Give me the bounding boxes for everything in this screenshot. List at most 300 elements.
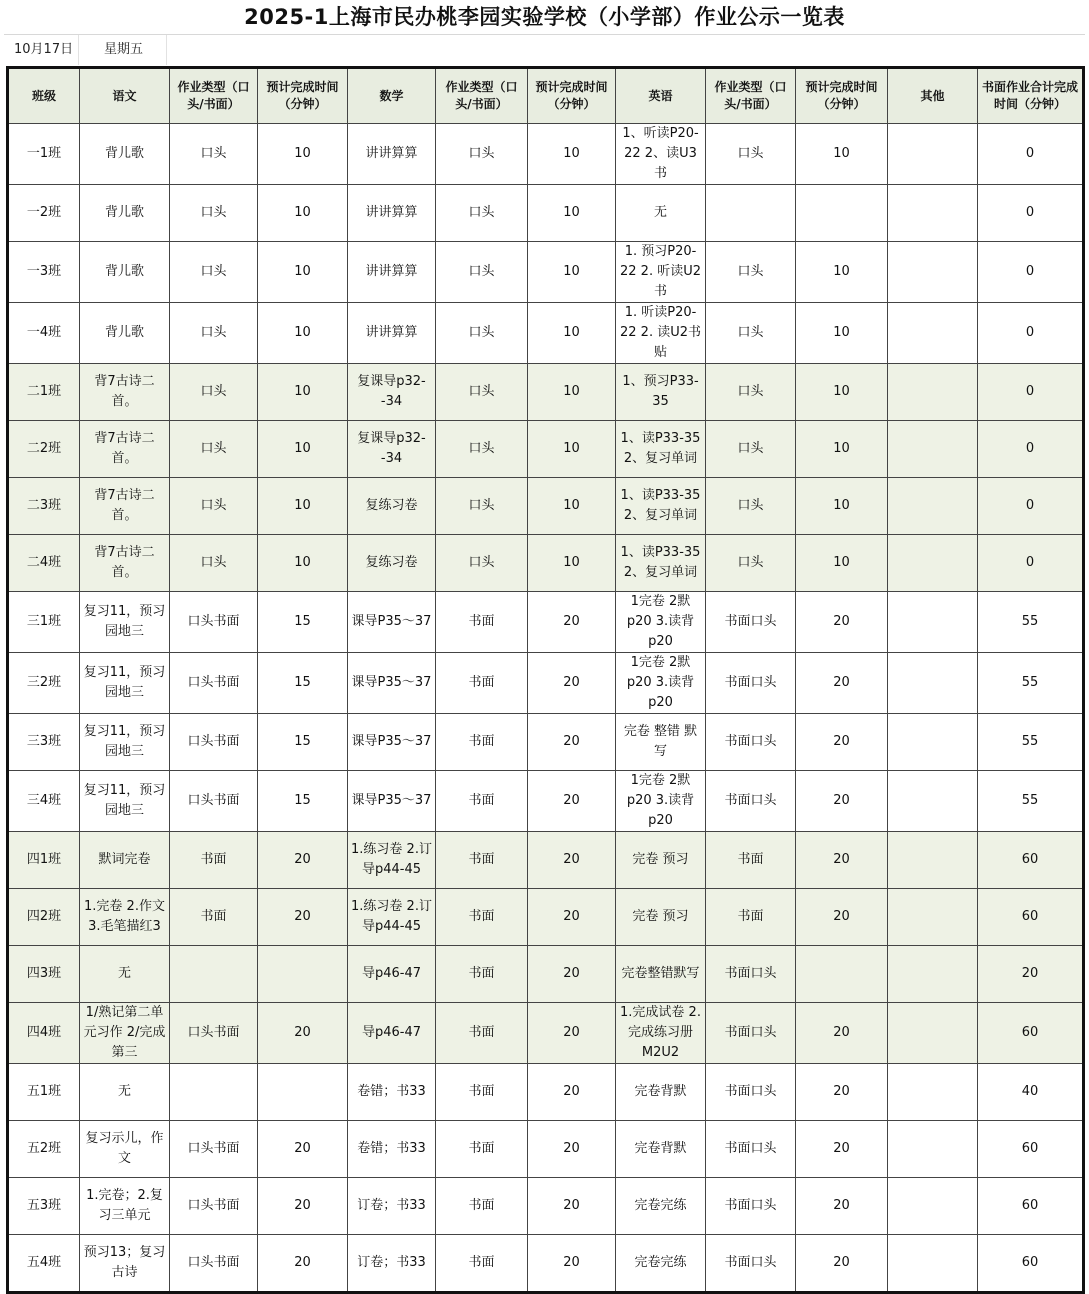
cell-math-text: 课导P35～37	[351, 675, 432, 690]
cell-total	[978, 714, 1084, 771]
cell-class-text: 三2班	[26, 675, 62, 690]
cell-math-type	[436, 185, 528, 242]
cell-math-type-text: 口头	[468, 498, 495, 513]
cell-math-time-text: 10	[563, 498, 580, 513]
cell-english-time	[796, 124, 888, 185]
cell-math-time-text: 20	[563, 793, 580, 808]
cell-chinese-type	[170, 889, 258, 946]
cell-math-time	[528, 124, 616, 185]
cell-math	[348, 889, 436, 946]
cell-math-time	[528, 1064, 616, 1121]
cell-chinese-text: 1/熟记第二单元习作 2/完成第三	[83, 1005, 166, 1060]
cell-chinese	[80, 1121, 170, 1178]
cell-chinese-type-text: 口头	[200, 498, 227, 513]
cell-chinese-type	[170, 1003, 258, 1064]
cell-math-type-text: 书面	[468, 1255, 495, 1270]
cell-other	[888, 303, 978, 364]
cell-other	[888, 714, 978, 771]
cell-english-type-text: 口头	[737, 555, 764, 570]
cell-math-time	[528, 1121, 616, 1178]
cell-chinese-time-text: 10	[294, 498, 311, 513]
cell-chinese-type	[170, 714, 258, 771]
cell-math-text: 课导P35～37	[351, 614, 432, 629]
cell-english-text: 1、预习P33-35	[622, 374, 699, 409]
cell-english-time	[796, 592, 888, 653]
cell-other	[888, 124, 978, 185]
cell-english-time	[796, 946, 888, 1003]
cell-english-type-text: 口头	[737, 264, 764, 279]
table-row	[8, 1003, 1084, 1064]
cell-total	[978, 421, 1084, 478]
cell-chinese	[80, 1178, 170, 1235]
cell-math-time	[528, 364, 616, 421]
cell-english-text: 完卷完练	[634, 1198, 687, 1213]
cell-english-time	[796, 832, 888, 889]
cell-class-text: 二2班	[26, 441, 62, 456]
cell-total	[978, 889, 1084, 946]
cell-chinese-time	[258, 535, 348, 592]
header-math: 数学	[348, 68, 436, 124]
cell-english-text: 完卷背默	[634, 1084, 687, 1099]
cell-total	[978, 832, 1084, 889]
cell-chinese-type	[170, 242, 258, 303]
cell-english-time-text: 20	[833, 909, 850, 924]
cell-english-text: 1完卷 2默p20 3.读背p20	[626, 655, 695, 710]
cell-total	[978, 124, 1084, 185]
cell-chinese	[80, 714, 170, 771]
cell-math	[348, 653, 436, 714]
cell-chinese-text: 复习11，预习园地三	[83, 665, 166, 700]
table-row	[8, 592, 1084, 653]
cell-english-time-text: 20	[833, 1255, 850, 1270]
cell-english	[616, 889, 706, 946]
table-row	[8, 364, 1084, 421]
cell-class-text: 五1班	[26, 1084, 62, 1099]
cell-chinese-time	[258, 714, 348, 771]
cell-english-type-text: 书面口头	[724, 734, 777, 749]
cell-english-type-text: 书面口头	[724, 1025, 777, 1040]
cell-chinese-type	[170, 185, 258, 242]
header-row	[8, 68, 1084, 124]
table-row	[8, 714, 1084, 771]
cell-chinese	[80, 421, 170, 478]
cell-english-type-text: 书面口头	[724, 966, 777, 981]
cell-english-type	[706, 242, 796, 303]
cell-math	[348, 124, 436, 185]
cell-other	[888, 364, 978, 421]
cell-math-type	[436, 1003, 528, 1064]
cell-english	[616, 242, 706, 303]
cell-math-type-text: 口头	[468, 264, 495, 279]
cell-chinese-time-text: 20	[294, 1141, 311, 1156]
cell-math-text: 订卷；书33	[357, 1198, 426, 1213]
cell-chinese-time-text: 20	[294, 1198, 311, 1213]
cell-english-time-text: 10	[833, 325, 850, 340]
cell-english-type	[706, 185, 796, 242]
cell-math-type-text: 书面	[468, 614, 495, 629]
cell-class	[8, 124, 80, 185]
cell-english-time	[796, 1003, 888, 1064]
cell-english	[616, 478, 706, 535]
cell-chinese-type	[170, 946, 258, 1003]
cell-chinese-text: 复习11，预习园地三	[83, 604, 166, 639]
cell-english-text: 完卷 预习	[632, 852, 689, 867]
cell-english-time-text: 20	[833, 1141, 850, 1156]
cell-chinese-time	[258, 832, 348, 889]
cell-math-text: 复课导p32--34	[357, 374, 426, 409]
cell-english-time-text: 20	[833, 1025, 850, 1040]
cell-class-text: 四2班	[26, 909, 62, 924]
cell-math-type-text: 口头	[468, 205, 495, 220]
cell-english-type-text: 口头	[737, 441, 764, 456]
cell-class-text: 五2班	[26, 1141, 62, 1156]
cell-math-time-text: 20	[563, 734, 580, 749]
cell-english-text: 1、听读P20-22 2、读U3书	[622, 126, 699, 181]
cell-chinese-type-text: 口头	[200, 205, 227, 220]
cell-english-text: 1完卷 2默p20 3.读背p20	[626, 594, 695, 649]
cell-chinese	[80, 1235, 170, 1293]
cell-total-text: 40	[1021, 1084, 1039, 1099]
cell-english-time-text: 20	[833, 1198, 850, 1213]
cell-english-time	[796, 771, 888, 832]
cell-math-time-text: 20	[563, 675, 580, 690]
cell-chinese-time-text: 10	[294, 555, 311, 570]
cell-math	[348, 303, 436, 364]
table-row	[8, 889, 1084, 946]
cell-chinese-text: 无	[117, 1084, 131, 1099]
cell-total-text: 60	[1021, 909, 1039, 924]
cell-chinese-time	[258, 478, 348, 535]
cell-other	[888, 592, 978, 653]
cell-math-type	[436, 1235, 528, 1293]
cell-math-text: 导p46-47	[361, 1025, 422, 1040]
cell-english-type	[706, 1235, 796, 1293]
cell-chinese-type-text: 口头	[200, 441, 227, 456]
cell-other	[888, 242, 978, 303]
cell-class	[8, 832, 80, 889]
cell-math-type-text: 口头	[468, 325, 495, 340]
header-english: 英语	[616, 68, 706, 124]
cell-math-text: 复练习卷	[365, 498, 418, 513]
cell-math	[348, 1121, 436, 1178]
cell-math-text: 订卷；书33	[357, 1255, 426, 1270]
cell-other	[888, 185, 978, 242]
cell-english-type-text: 书面口头	[724, 793, 777, 808]
header-other: 其他	[888, 68, 978, 124]
cell-math	[348, 364, 436, 421]
grid-line	[4, 35, 79, 65]
cell-math-time	[528, 185, 616, 242]
cell-chinese-text: 无	[117, 966, 131, 981]
cell-class	[8, 1003, 80, 1064]
cell-english-time-text: 10	[833, 264, 850, 279]
cell-math-type	[436, 1064, 528, 1121]
cell-class-text: 四1班	[26, 852, 62, 867]
cell-chinese-text: 背7古诗二首。	[94, 545, 155, 580]
cell-total-text: 60	[1021, 1025, 1039, 1040]
cell-math-type-text: 书面	[468, 734, 495, 749]
cell-english-type-text: 书面口头	[724, 614, 777, 629]
cell-math-text: 讲讲算算	[365, 264, 418, 279]
cell-class	[8, 771, 80, 832]
cell-english-type-text: 书面口头	[724, 1255, 777, 1270]
cell-math-text: 复练习卷	[365, 555, 418, 570]
cell-english-type-text: 口头	[737, 146, 764, 161]
cell-english-time-text: 20	[833, 614, 850, 629]
cell-chinese-time-text: 10	[294, 264, 311, 279]
grid-line	[78, 35, 167, 65]
cell-chinese-type-text: 口头书面	[187, 1025, 240, 1040]
cell-english-type	[706, 889, 796, 946]
cell-chinese-type-text: 口头书面	[187, 793, 240, 808]
cell-math-time-text: 20	[563, 1141, 580, 1156]
cell-chinese-time-text: 10	[294, 325, 311, 340]
cell-chinese-type-text: 口头	[200, 264, 227, 279]
cell-other	[888, 1235, 978, 1293]
cell-total-text: 55	[1021, 675, 1039, 690]
cell-class-text: 一1班	[26, 146, 62, 161]
cell-math-type	[436, 303, 528, 364]
cell-total	[978, 242, 1084, 303]
cell-chinese-time	[258, 124, 348, 185]
cell-chinese-text: 背儿歌	[104, 264, 144, 279]
cell-class	[8, 242, 80, 303]
cell-math-time-text: 20	[563, 909, 580, 924]
cell-english-text: 1. 预习P20-22 2. 听读U2书	[620, 244, 701, 299]
cell-math	[348, 1178, 436, 1235]
cell-math-type	[436, 242, 528, 303]
cell-chinese-type	[170, 421, 258, 478]
cell-class	[8, 1121, 80, 1178]
cell-chinese-time	[258, 889, 348, 946]
cell-total-text: 55	[1021, 614, 1039, 629]
header-chinese-type: 作业类型（口头/书面）	[170, 68, 258, 124]
cell-chinese-text: 背7古诗二首。	[94, 374, 155, 409]
cell-math-type	[436, 889, 528, 946]
cell-chinese-type-text: 口头书面	[187, 1255, 240, 1270]
cell-math-type-text: 口头	[468, 441, 495, 456]
cell-math-time-text: 10	[563, 441, 580, 456]
cell-chinese-type	[170, 124, 258, 185]
cell-english-text: 完卷完练	[634, 1255, 687, 1270]
cell-math-type-text: 书面	[468, 1084, 495, 1099]
cell-english-text: 1. 听读P20-22 2. 读U2书贴	[620, 305, 701, 360]
cell-math-text: 讲讲算算	[365, 205, 418, 220]
cell-math-type-text: 书面	[468, 793, 495, 808]
cell-chinese-type	[170, 535, 258, 592]
cell-english	[616, 832, 706, 889]
cell-class-text: 二3班	[26, 498, 62, 513]
cell-math-time-text: 10	[563, 146, 580, 161]
cell-math-text: 1.练习卷 2.订导p44-45	[351, 899, 432, 934]
cell-class	[8, 364, 80, 421]
cell-chinese	[80, 832, 170, 889]
cell-chinese	[80, 946, 170, 1003]
cell-other	[888, 653, 978, 714]
cell-math-text: 复课导p32--34	[357, 431, 426, 466]
cell-math	[348, 946, 436, 1003]
cell-english-text: 无	[653, 205, 667, 220]
cell-math-type-text: 书面	[468, 1198, 495, 1213]
cell-chinese	[80, 303, 170, 364]
cell-math	[348, 242, 436, 303]
cell-math-time	[528, 653, 616, 714]
date-label: 10月17日	[14, 42, 74, 57]
cell-class-text: 一4班	[26, 325, 62, 340]
cell-math-time-text: 20	[563, 1084, 580, 1099]
cell-math-type-text: 书面	[468, 852, 495, 867]
cell-chinese	[80, 771, 170, 832]
cell-english-time	[796, 535, 888, 592]
cell-english-time	[796, 889, 888, 946]
cell-total-text: 0	[1025, 146, 1035, 161]
cell-total-text: 55	[1021, 734, 1039, 749]
table-row	[8, 653, 1084, 714]
cell-class-text: 五3班	[26, 1198, 62, 1213]
cell-chinese-type-text: 口头书面	[187, 1141, 240, 1156]
cell-english-time	[796, 1064, 888, 1121]
cell-english	[616, 771, 706, 832]
cell-chinese-time	[258, 1064, 348, 1121]
cell-english-type	[706, 714, 796, 771]
cell-chinese-type	[170, 478, 258, 535]
cell-other	[888, 1064, 978, 1121]
cell-chinese-type	[170, 592, 258, 653]
cell-chinese-time-text: 10	[294, 384, 311, 399]
cell-other	[888, 946, 978, 1003]
table-row	[8, 124, 1084, 185]
cell-math-text: 课导P35～37	[351, 793, 432, 808]
cell-english-type	[706, 303, 796, 364]
cell-total-text: 55	[1021, 793, 1039, 808]
cell-english-time-text: 20	[833, 793, 850, 808]
cell-math	[348, 1235, 436, 1293]
cell-english-time-text: 10	[833, 146, 850, 161]
cell-english-time-text: 20	[833, 1084, 850, 1099]
cell-math-type	[436, 946, 528, 1003]
cell-english-type	[706, 592, 796, 653]
cell-chinese	[80, 889, 170, 946]
cell-other	[888, 889, 978, 946]
cell-total-text: 0	[1025, 441, 1035, 456]
header-english-time: 预计完成时间（分钟）	[796, 68, 888, 124]
cell-total	[978, 946, 1084, 1003]
cell-chinese-time-text: 10	[294, 205, 311, 220]
cell-chinese-type	[170, 771, 258, 832]
cell-english-type	[706, 1178, 796, 1235]
cell-math-type-text: 书面	[468, 1025, 495, 1040]
cell-english-type-text: 书面口头	[724, 1084, 777, 1099]
cell-english-type	[706, 653, 796, 714]
cell-english-text: 完卷整错默写	[621, 966, 700, 981]
table-row	[8, 832, 1084, 889]
cell-math-text: 导p46-47	[361, 966, 422, 981]
table-row	[8, 1064, 1084, 1121]
cell-english-time	[796, 421, 888, 478]
cell-math-type	[436, 1178, 528, 1235]
cell-chinese-time	[258, 242, 348, 303]
cell-math-time	[528, 592, 616, 653]
cell-english	[616, 653, 706, 714]
cell-math-time	[528, 478, 616, 535]
table-body	[8, 124, 1084, 1293]
cell-math-time-text: 20	[563, 1198, 580, 1213]
cell-class	[8, 535, 80, 592]
cell-total-text: 60	[1021, 1198, 1039, 1213]
cell-total	[978, 771, 1084, 832]
cell-english	[616, 1064, 706, 1121]
cell-other	[888, 771, 978, 832]
cell-math-type	[436, 364, 528, 421]
cell-math	[348, 1003, 436, 1064]
cell-english-type	[706, 771, 796, 832]
cell-english	[616, 535, 706, 592]
cell-math	[348, 592, 436, 653]
page-title: 2025-1上海市民办桃李园实验学校（小学部）作业公示一览表	[244, 5, 845, 29]
cell-math-time	[528, 832, 616, 889]
cell-math-time-text: 10	[563, 555, 580, 570]
cell-english	[616, 1235, 706, 1293]
cell-math-type	[436, 592, 528, 653]
cell-math-text: 卷错；书33	[357, 1141, 426, 1156]
cell-math-text: 卷错；书33	[357, 1084, 426, 1099]
cell-english	[616, 185, 706, 242]
cell-chinese-text: 复习示儿，作文	[85, 1131, 164, 1166]
cell-math-time	[528, 771, 616, 832]
cell-chinese-type-text: 口头书面	[187, 1198, 240, 1213]
cell-class-text: 一2班	[26, 205, 62, 220]
cell-english-type	[706, 124, 796, 185]
cell-chinese-time	[258, 185, 348, 242]
cell-class	[8, 653, 80, 714]
cell-other	[888, 421, 978, 478]
cell-english-text: 完卷 整错 默写	[623, 724, 698, 759]
cell-chinese-type-text: 口头	[200, 555, 227, 570]
homework-table	[6, 66, 1085, 1294]
cell-english	[616, 714, 706, 771]
cell-english-type	[706, 421, 796, 478]
cell-chinese-time	[258, 1003, 348, 1064]
cell-math	[348, 832, 436, 889]
cell-other	[888, 1121, 978, 1178]
cell-math-time-text: 20	[563, 1255, 580, 1270]
cell-english-time-text: 10	[833, 384, 850, 399]
cell-chinese-time-text: 15	[294, 614, 311, 629]
cell-math-time	[528, 946, 616, 1003]
cell-chinese-time	[258, 303, 348, 364]
cell-total-text: 0	[1025, 264, 1035, 279]
cell-english-time-text: 20	[833, 734, 850, 749]
cell-english-text: 1、读P33-35 2、复习单词	[620, 431, 701, 466]
cell-chinese-text: 背7古诗二首。	[94, 488, 155, 523]
cell-math	[348, 478, 436, 535]
cell-chinese-text: 1.完卷；2.复习三单元	[86, 1188, 163, 1223]
cell-total	[978, 535, 1084, 592]
cell-english-text: 1完卷 2默p20 3.读背p20	[626, 773, 695, 828]
cell-english-type	[706, 535, 796, 592]
cell-english	[616, 124, 706, 185]
cell-chinese-time	[258, 946, 348, 1003]
cell-class	[8, 421, 80, 478]
cell-chinese-type-text: 书面	[200, 909, 227, 924]
cell-class-text: 二4班	[26, 555, 62, 570]
cell-english-type-text: 书面口头	[724, 675, 777, 690]
cell-chinese-time-text: 20	[294, 852, 311, 867]
cell-chinese	[80, 185, 170, 242]
cell-class	[8, 889, 80, 946]
cell-total-text: 60	[1021, 1141, 1039, 1156]
header-math-type: 作业类型（口头/书面）	[436, 68, 528, 124]
